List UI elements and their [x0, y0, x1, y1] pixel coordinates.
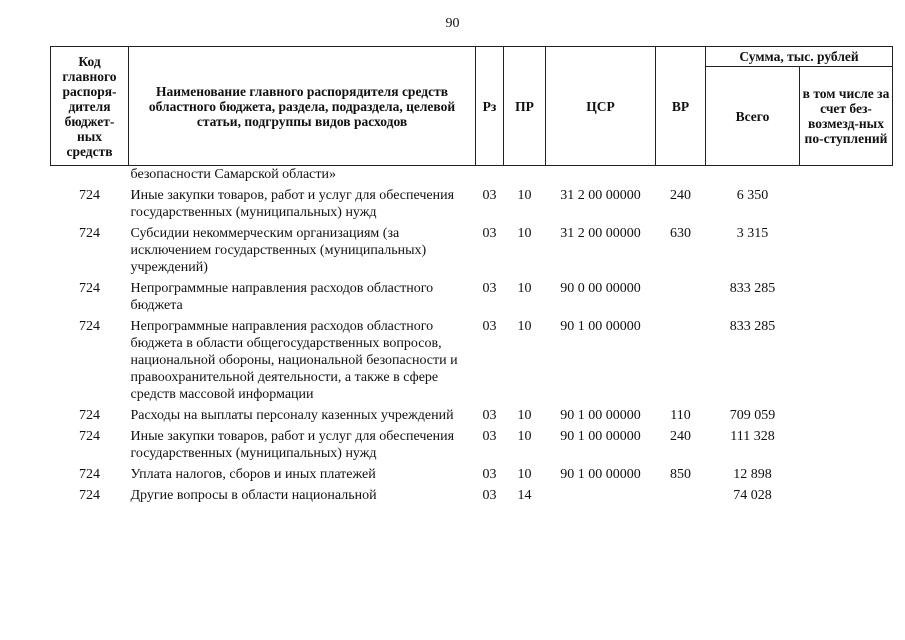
cell-vr: 630	[670, 226, 691, 241]
cell-code: 724	[79, 281, 100, 296]
cell-total: 6 350	[736, 188, 769, 203]
table-row	[51, 464, 893, 485]
cell-name: Субсидии некоммерческим организациям (за исключением государственных (муниципальных) учреждений)	[130, 226, 427, 275]
cell-rz	[476, 166, 504, 186]
cell-rz: 03	[482, 281, 497, 296]
cell-rz: 03	[482, 408, 497, 423]
table-row	[51, 426, 893, 464]
cell-vr	[656, 485, 706, 506]
cell-free	[800, 405, 893, 426]
table-row	[51, 405, 893, 426]
cell-csr: 90 1 00 00000	[560, 408, 641, 423]
header-free: в том числе за счет без-возмезд-ных по-ступлений	[800, 67, 893, 166]
cell-code: 724	[79, 319, 100, 334]
cell-rz: 03	[482, 488, 497, 503]
cell-name: безопасности Самарской области»	[130, 167, 336, 182]
cell-rz: 03	[482, 467, 497, 482]
cell-rz: 03	[482, 319, 497, 334]
cell-free	[800, 166, 893, 186]
table-row	[51, 316, 893, 405]
cell-total: 833 285	[729, 319, 776, 334]
cell-free	[800, 223, 893, 278]
cell-free	[800, 185, 893, 223]
header-pr: ПР	[504, 47, 546, 166]
cell-csr	[546, 166, 656, 186]
cell-name: Непрограммные направления расходов областного бюджета	[130, 281, 434, 313]
cell-total: 111 328	[730, 429, 775, 444]
table-body	[51, 166, 893, 507]
cell-vr	[656, 278, 706, 316]
cell-code: 724	[79, 226, 100, 241]
cell-total	[706, 166, 800, 186]
cell-pr: 10	[517, 429, 532, 444]
cell-name: Уплата налогов, сборов и иных платежей	[130, 467, 376, 482]
cell-name: Иные закупки товаров, работ и услуг для обеспечения государственных (муниципальных) нужд	[130, 188, 455, 220]
cell-name: Другие вопросы в области национальной	[130, 488, 377, 503]
cell-vr: 240	[670, 188, 691, 203]
cell-vr: 240	[670, 429, 691, 444]
cell-pr: 14	[517, 488, 532, 503]
cell-pr: 10	[517, 408, 532, 423]
cell-csr: 90 1 00 00000	[560, 429, 641, 444]
cell-total: 3 315	[736, 226, 769, 241]
cell-csr: 90 0 00 00000	[560, 281, 641, 296]
cell-free	[800, 316, 893, 405]
cell-pr: 10	[517, 188, 532, 203]
cell-total: 709 059	[729, 408, 776, 423]
header-total: Всего	[706, 67, 800, 166]
header-sum: Сумма, тыс. рублей	[706, 47, 893, 67]
cell-vr	[656, 316, 706, 405]
cell-rz: 03	[482, 429, 497, 444]
cell-free	[800, 464, 893, 485]
cell-total: 833 285	[729, 281, 776, 296]
table-row	[51, 485, 893, 506]
header-name: Наименование главного распорядителя средств областного бюджета, раздела, подраздела, целевой статьи, подгруппы видов расходов	[129, 47, 476, 166]
cell-csr: 31 2 00 00000	[560, 226, 641, 241]
header-rz: Рз	[476, 47, 504, 166]
cell-rz: 03	[482, 188, 497, 203]
cell-name: Непрограммные направления расходов областного бюджета в области общегосударственных вопросов, национальной обороны, национальной безопасности и правоохранительной деятельности, а также в сфере средств массовой информации	[130, 319, 458, 402]
table-row	[51, 185, 893, 223]
cell-free	[800, 485, 893, 506]
cell-pr	[504, 166, 546, 186]
cell-code	[51, 166, 129, 186]
header-code: Код главного распоря-дителя бюджет-ных средств	[51, 47, 129, 166]
cell-name: Иные закупки товаров, работ и услуг для обеспечения государственных (муниципальных) нужд	[130, 429, 455, 461]
cell-free	[800, 278, 893, 316]
table-row	[51, 223, 893, 278]
cell-rz: 03	[482, 226, 497, 241]
header-vr: ВР	[656, 47, 706, 166]
cell-vr: 110	[670, 408, 691, 423]
cell-code: 724	[79, 467, 100, 482]
cell-csr: 90 1 00 00000	[560, 319, 641, 334]
cell-code: 724	[79, 429, 100, 444]
cell-pr: 10	[517, 467, 532, 482]
page-number: 90	[445, 16, 460, 31]
cell-pr: 10	[517, 281, 532, 296]
cell-pr: 10	[517, 319, 532, 334]
table-row	[51, 278, 893, 316]
cell-vr: 850	[670, 467, 691, 482]
cell-name: Расходы на выплаты персоналу казенных учреждений	[130, 408, 454, 423]
header-csr: ЦСР	[546, 47, 656, 166]
cell-total: 74 028	[733, 488, 772, 503]
cell-code: 724	[79, 488, 100, 503]
budget-table	[50, 46, 893, 506]
cell-code: 724	[79, 408, 100, 423]
cell-code: 724	[79, 188, 100, 203]
cell-csr: 90 1 00 00000	[560, 467, 641, 482]
cell-vr	[656, 166, 706, 186]
cell-total: 12 898	[733, 467, 772, 482]
table-row	[51, 166, 893, 186]
cell-csr	[546, 485, 656, 506]
cell-free	[800, 426, 893, 464]
cell-csr: 31 2 00 00000	[560, 188, 641, 203]
cell-pr: 10	[517, 226, 532, 241]
